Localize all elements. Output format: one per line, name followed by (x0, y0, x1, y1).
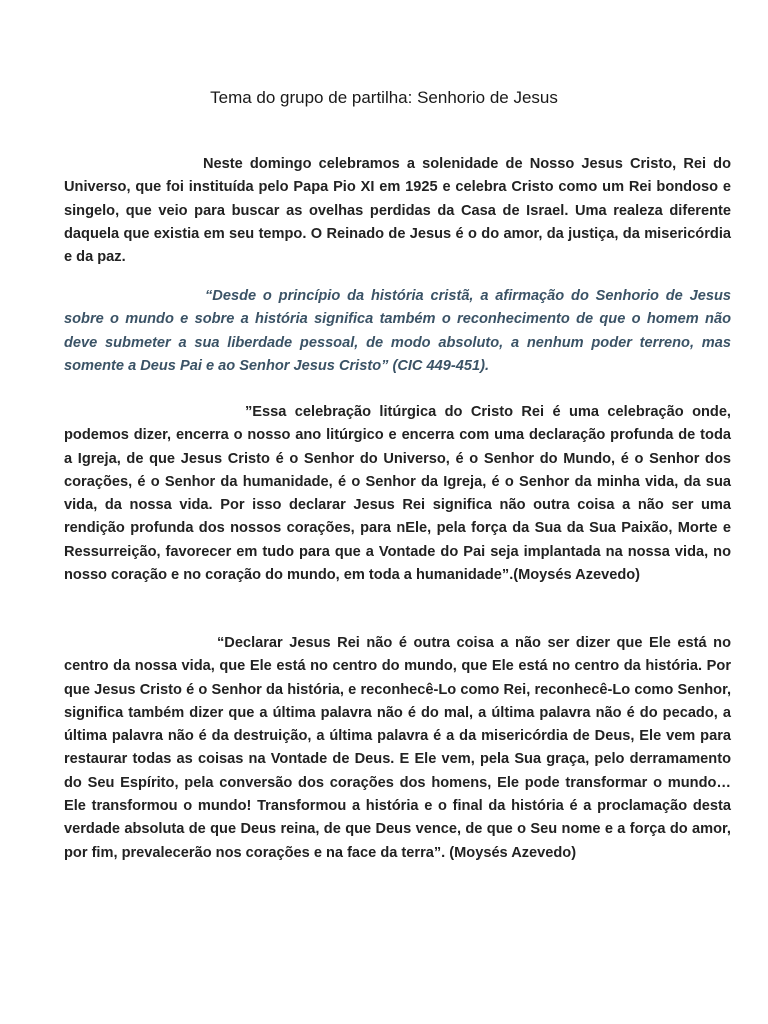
catechism-quote: “Desde o princípio da história cristã, a afirmação do Senhorio de Jesus sobre o mundo e sobre a história significa também o reconhecimento de que o homem não deve submeter a sua liberdade pessoal, de modo absoluto, a nenhum poder terreno, mas somente a Deus Pai e ao Senhor Jesus Cristo” (CIC 449-451). (64, 288, 731, 374)
moyses-quote-paragraph-1: ”Essa celebração litúrgica do Cristo Rei é uma celebração onde, podemos dizer, encerra o nosso ano litúrgico e encerra com uma declaração profunda de toda a Igreja, de que Jesus Cristo é o Senhor do Universo, é o Senhor do Mundo, é o Senhor dos corações, é o Senhor da humanidade, é o Senhor da Igreja, é o Senhor da minha vida, da sua vida, da nossa vida. Por isso declarar Jesus Rei significa não outra coisa a não ser uma rendição profunda dos nossos corações, para nEle, pela força da Sua da Sua Paixão, Morte e Ressurreição, favorecer em tudo para que a Vontade do Pai seja implantada na nossa vida, no nosso coração e no coração do mundo, em toda a humanidade”.(Moysés Azevedo) (64, 404, 731, 584)
intro-paragraph: Neste domingo celebramos a solenidade de Nosso Jesus Cristo, Rei do Universo, que foi instituída pelo Papa Pio XI em 1925 e celebra Cristo como um Rei bondoso e singelo, que veio para buscar as ovelhas perdidas da Casa de Israel. Uma realeza diferente daquela que existia em seu tempo. O Reinado de Jesus é o do amor, da justiça, da misericórdia e da paz. (64, 156, 731, 266)
document-title: Tema do grupo de partilha: Senhorio de Jesus (210, 88, 558, 107)
moyses-quote-paragraph-2: “Declarar Jesus Rei não é outra coisa a não ser dizer que Ele está no centro da nossa vida, que Ele está no centro do mundo, que Ele está no centro da história. Por que Jesus Cristo é o Senhor da história, e reconhecê-Lo como Rei, reconhecê-Lo como Senhor, significa também dizer que a última palavra não é do mal, a última palavra não é do pecado, a última palavra não é da destruição, a última palavra é a da misericórdia de Deus, Ele vem para restaurar todas as coisas na Vontade de Deus. E Ele vem, pela Sua graça, pelo derramamento do Seu Espírito, pela conversão dos corações dos homens, Ele pode transformar o mundo… Ele transformou o mundo! Transformou a história e o final da história é a proclamação desta verdade absoluta de que Deus reina, de que Deus vence, de que o Seu nome e a força do amor, por fim, prevalecerão nos corações e na face da terra”. (Moysés Azevedo) (64, 635, 731, 861)
